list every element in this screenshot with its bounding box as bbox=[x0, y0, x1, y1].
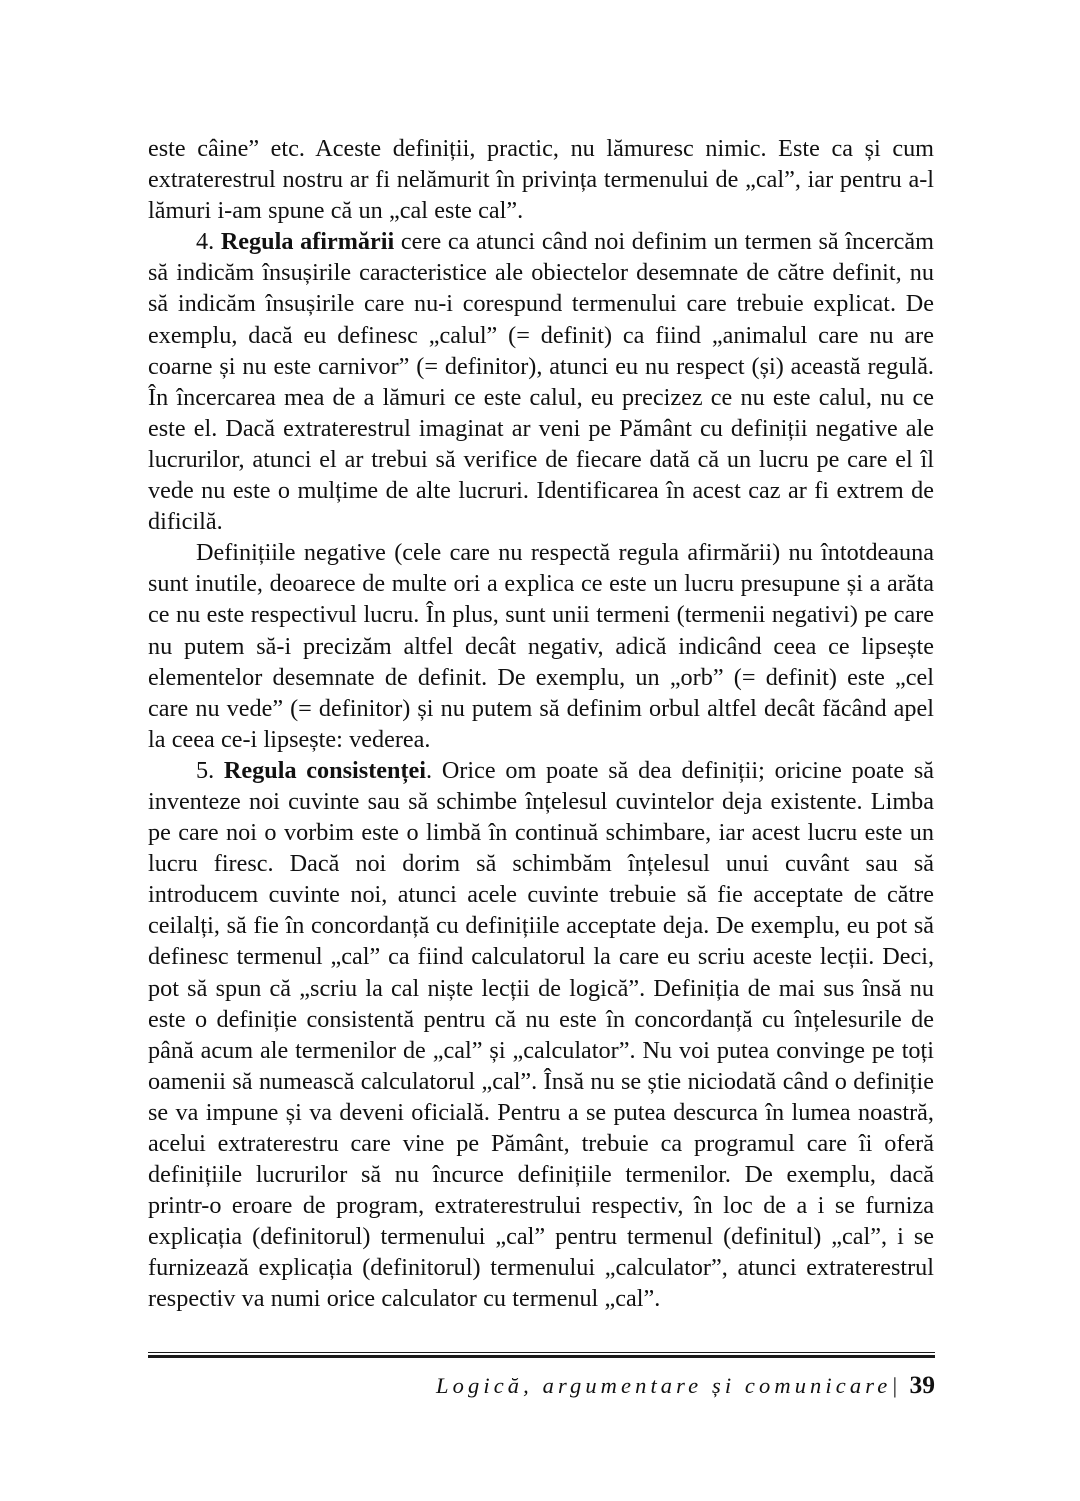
paragraph-continuation bbox=[148, 133, 934, 226]
paragraph-rule-5 bbox=[148, 755, 934, 1315]
rule-name-consistentei: Regula consistenței bbox=[223, 756, 427, 784]
footer-line bbox=[148, 1370, 935, 1400]
page-body-text bbox=[148, 133, 934, 1315]
paragraph-text: este câine” etc. Aceste definiții, practic, nu lămuresc nimic. Este ca și cum extraterestrul nostru ar fi nelămurit în privința termenului de „cal”, iar pentru a-l lămuri i-am spune că un „cal este cal”. bbox=[148, 135, 934, 225]
paragraph-definitii-negative bbox=[148, 537, 934, 755]
paragraph-text: . Orice om poate să dea definiții; oricine poate să inventeze noi cuvinte sau să schimbe înțelesul cuvintelor deja existente. Limba pe care noi o vorbim este o limbă în continuă schimbare, iar acest lucru este un lucru firesc. Dacă noi dorim să schimbăm înțelesul unui cuvânt sau să introducem cuvinte noi, atunci acele cuvinte trebuie să fie acceptate de către ceilalți, să fie în concordanță cu definițiile acceptate deja. De exemplu, eu pot să definesc termenul „cal” ca fiind calculatorul la care eu scriu aceste lecții. Deci, pot să spun că „scriu la cal niște lecții de logică”. Definiția de mai sus însă nu este o definiție consistentă pentru că nu este în concordanță cu înțelesurile de până acum ale termenilor de „cal” și „calculator”. Nu voi putea convinge pe toți oamenii să numească calculatorul „cal”. Însă nu se știe niciodată când o definiție se va impune și va deveni oficială. Pentru a se putea descurca în lumea noastră, acelui extraterestru care vine pe Pământ, trebuie ca programul care îi oferă definițiile lucrurilor să nu încurce definițiile termenilor. De exemplu, dacă printr-o eroare de program, extraterestrului respectiv, în loc de a i se furniza explicația (definitorul) termenului „cal” pentru termenul (definitul) „cal”, i se furnizează explicația (definitorul) termenului „calculator”, atunci extraterestrul respectiv va numi orice calculator cu termenul „cal”. bbox=[148, 756, 934, 1313]
rule-name-afirmarii: Regula afirmării bbox=[220, 228, 395, 256]
footer-separator: | bbox=[891, 1373, 898, 1398]
paragraph-text: Definițiile negative (cele care nu respectă regula afirmării) nu întotdeauna sunt inutile, deoarece de multe ori a explica ce este un lucru presupune și a arăta ce nu este respectivul lucru. În plus, sunt unii termeni (termenii negativi) pe care nu putem să-i precizăm altfel decât negativ, adică indicând ceea ce lipsește elementelor desemnate de definit. De exemplu, un „orb” (= definit) este „cel care nu vede” (= definitor) și nu putem să definim orbul altfel decât făcând apel la ceea ce-i lipsește: vederea. bbox=[148, 539, 934, 753]
page-footer bbox=[148, 1352, 935, 1400]
rule-number: 4. bbox=[196, 228, 221, 256]
footer-book-title: Logică, argumentare și comunicare bbox=[436, 1373, 892, 1398]
paragraph-text: cere ca atunci când noi definim un termen să încercăm să indicăm însușirile caracteristice ale obiectelor desemnate de către definit, nu să indicăm însușirile care nu-i corespund termenului care trebuie explicat. De exemplu, dacă eu definesc „calul” (= definit) ca fiind „animalul care nu are coarne și nu este carnivor” (= definitor), atunci eu nu respect (și) această regulă. În încercarea mea de a lămuri ce este calul, eu precizez ce nu este calul, nu ce este el. Dacă extraterestrul imaginat ar veni pe Pământ cu definiții negative ale lucrurilor, atunci el ar trebui să verifice de fiecare dată că un lucru pe care el îl vede nu este o mulțime de alte lucruri. Identificarea în acest caz ar fi extrem de dificilă. bbox=[148, 228, 934, 536]
paragraph-rule-4 bbox=[148, 226, 934, 537]
rule-number: 5. bbox=[196, 756, 224, 784]
footer-double-rule bbox=[148, 1352, 935, 1358]
page-number: 39 bbox=[909, 1370, 935, 1399]
